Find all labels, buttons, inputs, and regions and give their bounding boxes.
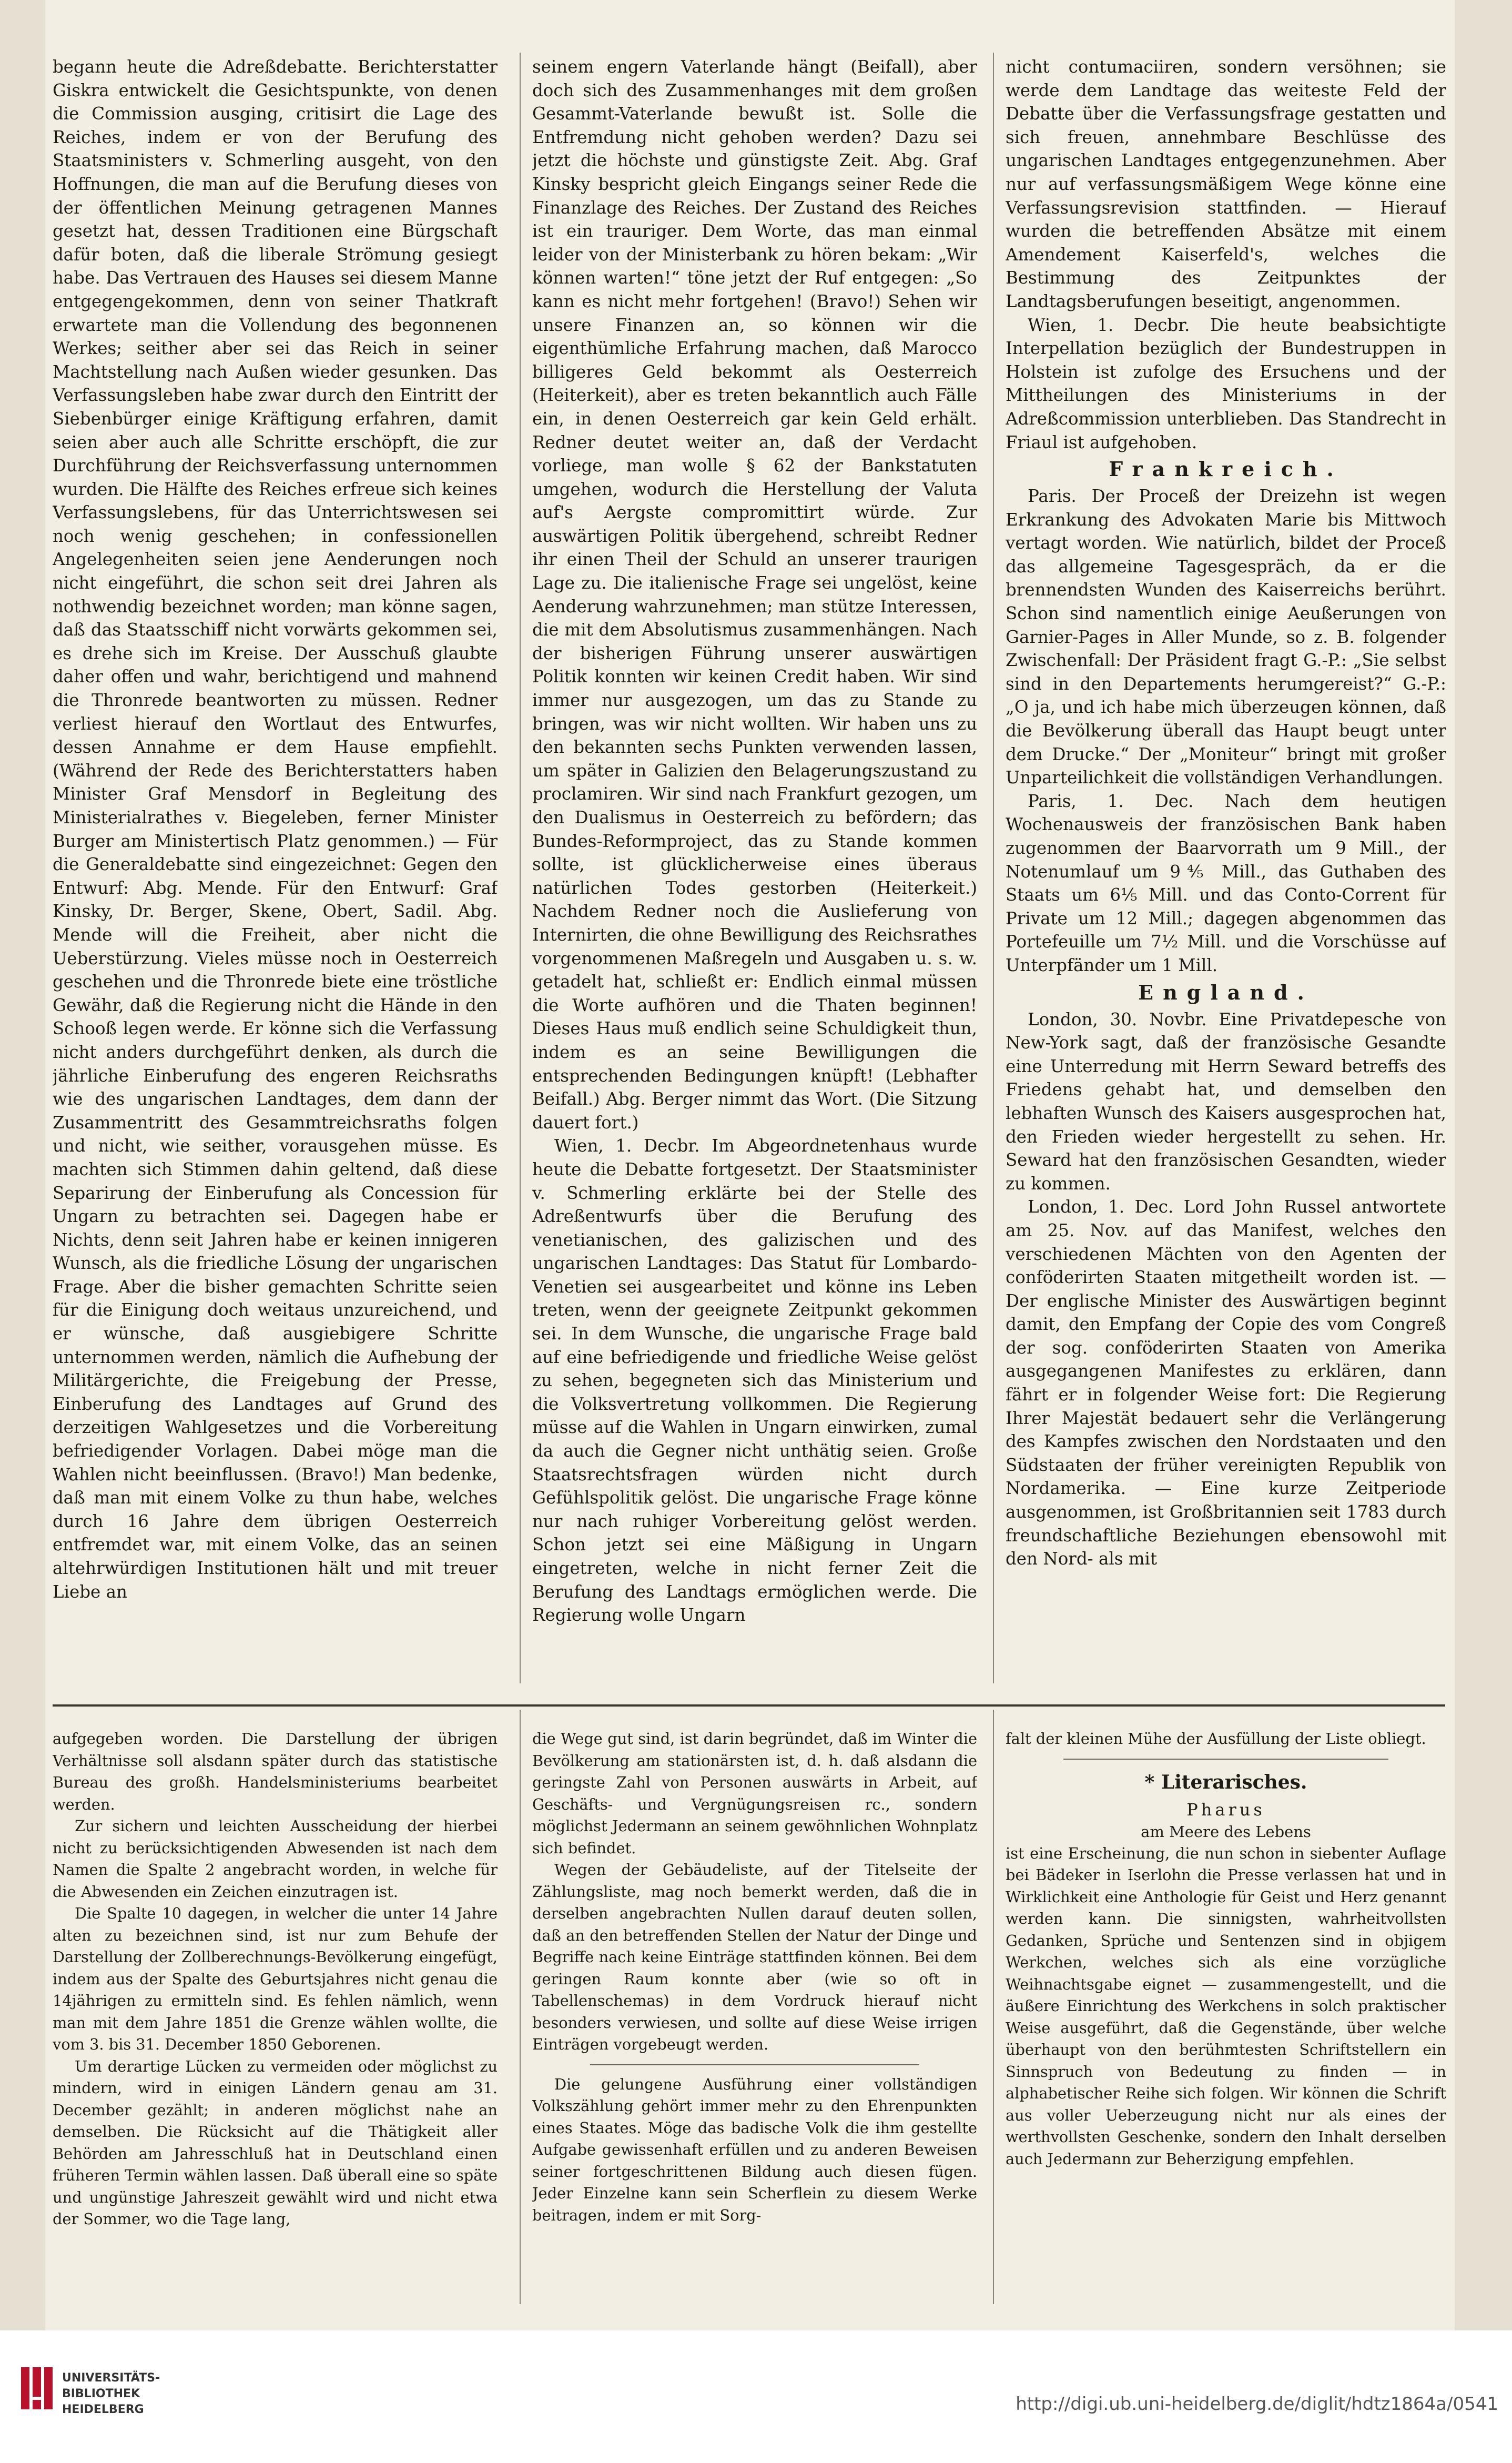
article-paragraph: Um derartige Lücken zu vermeiden oder möglichst zu mindern, wird in einigen Ländern genau am 31. December gezählt; in anderen möglichst nahe an demselben. Die Rücksicht auf die Thätigkeit aller Behörden am Jahresschluß hat in Deutschland einen früheren Termin wählen lassen. Daß überall eine so späte und ungünstige Jahreszeit gewählt wird und nicht etwa der Sommer, wo die Tage lang, xyxy=(53,2057,498,2228)
lower-column-3 xyxy=(1006,1728,1446,2317)
section-heading-frankreich: Frankreich. xyxy=(1109,457,1343,481)
library-name-line: BIBLIOTHEK xyxy=(62,2387,140,2400)
digitization-footer xyxy=(0,2330,1512,2463)
article-paragraph: Wien, 1. Decbr. Im Abgeordnetenhaus wurde heute die Debatte fortgesetzt. Der Staatsminister v. Schmerling erklärte bei der Stelle des Adreßentwurfs über die Berufung des venetianischen, des galizischen und des ungarischen Landtages: Das Statut für Lombardo-Venetien sei ausgearbeitet und könne ins Leben treten, wenn der geeignete Zeitpunkt gekommen sei. In dem Wunsche, die ungarische Frage bald auf eine befriedigende und friedliche Weise gelöst zu sehen, begegneten sich das Ministerium und die Volksvertretung vollkommen. Die Regierung müsse auf die Wahlen in Ungarn einwirken, zumal da auch die Gegner nicht unthätig seien. Große Staatsrechtsfragen würden nicht durch Gefühlspolitik gelöst. Die ungarische Frage könne nur nach ruhiger Vorbereitung gelöst werden. Schon jetzt sei eine Mäßigung in Ungarn eingetreten, welche in nicht ferner Zeit die Berufung des Landtags ermöglichen werde. Die Regierung wolle Ungarn xyxy=(532,1136,977,1626)
article-paragraph: ist eine Erscheinung, die nun schon in siebenter Auflage bei Bädeker in Iserlohn die Presse verlassen hat und in Wirklichkeit eine Anthologie für Geist und Herz genannt werden kann. Die sinnigsten, wahrheitvollsten Gedanken, Sprüche und Sentenzen sind in objigem Werkchen, welches sich als eine vorzügliche Weihnachtsgabe eignet — zusammengestellt, und die äußere Einrichtung des Werkchens in solch praktischer Weise ausgeführt, daß die Gegenstände, über welche überhaupt von den berühmtesten Schriftstellern ein Sinnspruch von Bedeutung zu finden — in alphabetischer Reihe sich folgen. Wir können die Schrift aus voller Ueberzeugung nicht nur als eines der werthvollsten Geschenke, sondern den Inhalt derselben auch Jedermann zur Beherzigung empfehlen. xyxy=(1006,1844,1446,2168)
column-1 xyxy=(53,55,498,1681)
article-paragraph: die Wege gut sind, ist darin begründet, daß im Winter die Bevölkerung am stationärsten ist, d. h. daß alsdann die geringste Zahl von Personen auswärts in Arbeit, auf Geschäfts- und Vergnügungsreisen rc., sondern möglichst Jedermann an seinem gewöhnlichen Wohnplatz sich befindet. xyxy=(532,1730,977,1857)
lower-column-2 xyxy=(532,1728,977,2317)
article-paragraph: London, 30. Novbr. Eine Privatdepesche von New-York sagt, daß der französische Gesandte eine Unterredung mit Herrn Seward betreffs des Friedens gehabt hat, und demselben den lebhaften Wunsch des Kaisers ausgesprochen hat, den Frieden wieder hergestellt zu sehen. Hr. Seward hat den französischen Gesandten, wieder zu kommen. xyxy=(1006,1009,1446,1194)
article-paragraph: aufgegeben worden. Die Darstellung der übrigen Verhältnisse soll alsdann später durch das statistische Bureau des großh. Handelsministeriums bearbeitet werden. xyxy=(53,1730,498,1813)
short-divider xyxy=(1063,1759,1388,1760)
book-title: Pharus xyxy=(1186,1799,1265,1820)
section-heading-literarisches: * Literarisches. xyxy=(1144,1771,1307,1793)
section-heading-england: England. xyxy=(1138,980,1314,1004)
article-paragraph: Paris. Der Proceß der Dreizehn ist wegen Erkrankung des Advokaten Marie bis Mittwoch vertagt worden. Wie natürlich, bildet der Proceß das allgemeine Tagesgespräch, da er die brennendsten Wunden des Kaiserreichs berührt. Schon sind namentlich einige Aeußerungen von Garnier-Pages in Aller Munde, so z. B. folgender Zwischenfall: Der Präsident fragt G.-P.: „Sie selbst sind in den Departements herumgereist?“ G.-P.: „O ja, und ich habe mich überzeugen können, daß die Bevölkerung überall das Haupt beugt unter dem Drucke.“ Der „Moniteur“ bringt mit großer Unparteilichkeit die vollständigen Verhandlungen. xyxy=(1006,486,1446,788)
library-name-line: HEIDELBERG xyxy=(62,2403,144,2416)
article-paragraph: Wien, 1. Decbr. Die heute beabsichtigte Interpellation bezüglich der Bundestruppen in Holstein ist zufolge des Ersuchens und der Mittheilungen des Ministeriums in der Adreßcommission unterblieben. Das Standrecht in Friaul ist aufgehoben. xyxy=(1006,315,1446,452)
horizontal-divider xyxy=(53,1704,1445,1707)
column-divider xyxy=(520,53,521,1683)
permalink-url[interactable]: http://digi.ub.uni-heidelberg.de/diglit/hdtz1864a/0541 xyxy=(1016,2394,1498,2415)
article-paragraph: Wegen der Gebäudeliste, auf der Titelseite der Zählungsliste, mag noch bemerkt werden, daß die in derselben angebrachten Nullen darauf deuten sollen, daß an den betreffenden Stellen der Natur der Dinge und Begriffe nach keine Einträge stattfinden können. Bei dem geringen Raum konnte aber (wie so oft in Tabellenschemas) in dem Vordruck hierauf nicht besonders verwiesen, und sollte auf diese Weise irrigen Einträgen vorgebeugt werden. xyxy=(532,1861,977,2053)
column-divider xyxy=(993,53,994,1683)
column-divider xyxy=(520,1710,521,2304)
article-paragraph: seinem engern Vaterlande hängt (Beifall), aber doch sich des Zusammenhanges mit dem großen Gesammt-Vaterlande bewußt ist. Solle die Entfremdung nicht gehoben werden? Dazu sei jetzt die höchste und günstigste Zeit. Abg. Graf Kinsky bespricht gleich Eingangs seiner Rede die Finanzlage des Reiches. Der Zustand des Reiches ist ein trauriger. Dem Worte, das man einmal leider von der Ministerbank zu hören bekam: „Wir können warten!“ töne jetzt der Ruf entgegen: „So kann es nicht mehr fortgehen! (Bravo!) Sehen wir unsere Finanzen an, so können wir die eigenthümliche Erfahrung machen, daß Marocco billigeres Geld bekommt als Oesterreich (Heiterkeit), aber es treten bekanntlich auch Fälle ein, in denen Oesterreich gar kein Geld erhält. Redner deutet weiter an, daß der Verdacht vorliege, man wolle § 62 der Bankstatuten umgehen, wodurch die Herstellung der Valuta auf's Aergste compromittirt würde. Zur auswärtigen Politik übergehend, schreibt Redner ihr einen Theil der Schuld an unserer traurigen Lage zu. Die italienische Frage sei ungelöst, keine Aenderung wahrzunehmen; man stütze Interessen, die mit dem Absolutismus zusammenhängen. Nach der bisherigen Führung unserer auswärtigen Politik konnten wir keinen Credit haben. Wir sind immer nur ausgezogen, um das zu Stande zu bringen, was wir nicht wollten. Wir haben uns zu den bekannten sechs Punkten verwenden lassen, um später in Galizien den Belagerungszustand zu proclamiren. Wir sind nach Frankfurt gezogen, um den Dualismus in Oesterreich zu befördern; das Bundes-Reformproject, das zu Stande kommen sollte, ist glücklicherweise eines überaus natürlichen Todes gestorben (Heiterkeit.) Nachdem Redner noch die Auslieferung von Internirten, die ohne Bewilligung des Reichsrathes vorgenommenen Maßregeln und Ausgaben u. s. w. getadelt hat, schließt er: Endlich einmal müssen die Worte aufhören und die Thaten beginnen! Dieses Haus muß endlich seine Schuldigkeit thun, indem es an seine Bewilligungen die entsprechenden Bedingungen knüpft! (Lebhafter Beifall.) Abg. Berger nimmt das Wort. (Die Sitzung dauert fort.) xyxy=(532,57,977,1133)
article-paragraph: Paris, 1. Dec. Nach dem heutigen Wochenausweis der französischen Bank haben zugenommen der Baarvorrath um 9 Mill., der Notenumlauf um 9⅘ Mill., das Guthaben des Staats um 6⅕ Mill. und das Conto-Corrent für Private um 12 Mill.; dagegen abgenommen das Portefeuille um 7½ Mill. und die Vorschüsse auf Unterpfänder um 1 Mill. xyxy=(1006,791,1446,975)
article-paragraph: Die gelungene Ausführung einer vollständigen Volkszählung gehört immer mehr zu den Ehrenpunkten eines Staates. Möge das badische Volk die ihm gestellte Aufgabe gewissenhaft erfüllen und zu anderen Beweisen seiner fortgeschrittenen Bildung auch diesen fügen. Jeder Einzelne kann sein Scherflein zu diesem Werke beitragen, indem er mit Sorg- xyxy=(532,2075,977,2224)
book-subtitle: am Meere des Lebens xyxy=(1141,1822,1311,1841)
library-logo-icon xyxy=(21,2367,53,2409)
lower-column-1 xyxy=(53,1728,498,2317)
column-2 xyxy=(532,55,977,1681)
article-paragraph: nicht contumaciiren, sondern versöhnen; sie werde dem Landtage das weiteste Feld der Debatte über die Verfassungsfrage gestatten und sich freuen, annehmbare Beschlüsse des ungarischen Landtages entgegenzunehmen. Aber nur auf verfassungsmäßigem Wege könne eine Verfassungsrevision stattfinden. — Hierauf wurden die betreffenden Absätze mit einem Amendement Kaiserfeld's, welches die Bestimmung des Zeitpunktes der Landtagsberufungen beseitigt, angenommen. xyxy=(1006,57,1446,311)
article-paragraph: Zur sichern und leichten Ausscheidung der hierbei nicht zu berücksichtigenden Abwesenden ist nach dem Namen die Spalte 2 angebracht worden, in welche für die Abwesenden ein Zeichen einzutragen ist. xyxy=(53,1817,498,1901)
column-divider xyxy=(993,1710,994,2304)
library-name xyxy=(62,2370,160,2418)
library-name-line: UNIVERSITÄTS- xyxy=(62,2371,160,2385)
short-divider xyxy=(590,2064,919,2065)
article-paragraph: Die Spalte 10 dagegen, in welcher die unter 14 Jahre alten zu bezeichnen sind, ist nur zum Behufe der Darstellung der Zollberechnungs-Bevölkerung eingefügt, indem aus der Spalte des Geburtsjahres nicht genau die 14jährigen zu ermitteln sind. Es fehlen nämlich, wenn man mit dem Jahre 1851 die Grenze wählen wollte, die vom 3. bis 31. December 1850 Geborenen. xyxy=(53,1904,498,2053)
article-paragraph: begann heute die Adreßdebatte. Berichterstatter Giskra entwickelt die Gesichtspunkte, von denen die Commission ausging, critisirt die Lage des Reiches, indem er von der Berufung des Staatsministers v. Schmerling ausgeht, von den Hoffnungen, die man auf die Berufung dieses von der öffentlichen Meinung getragenen Mannes gesetzt hat, dessen Traditionen eine Bürgschaft dafür boten, daß die liberale Strömung gesiegt habe. Das Vertrauen des Hauses sei diesem Manne entgegengekommen, denn von seiner Thatkraft erwartete man die Vollendung des begonnenen Werkes; seither aber sei das Reich in seiner Machtstellung nach Außen wieder gesunken. Das Verfassungsleben habe zwar durch den Eintritt der Siebenbürger einige Kräftigung erfahren, damit seien aber auch alle Schritte erschöpft, die zur Durchführung der Reichsverfassung unternommen wurden. Die Hälfte des Reiches erfreue sich keines Verfassungslebens, für das Unterrichtswesen sei noch wenig geschehen; in confessionellen Angelegenheiten seien jene Aenderungen noch nicht eingeführt, die schon seit drei Jahren als nothwendig bezeichnet worden; man könne sagen, daß das Staatsschiff nicht vorwärts gekommen sei, es drehe sich im Kreise. Der Ausschuß glaubte daher offen und wahr, berichtigend und mahnend die Thronrede beantworten zu müssen. Redner verliest hierauf den Wortlaut des Entwurfes, dessen Annahme er dem Hause empfiehlt. (Während der Rede des Berichterstatters haben Minister Graf Mensdorf in Begleitung des Ministerialrathes v. Biegeleben, ferner Minister Burger am Ministertisch Platz genommen.) — Für die Generaldebatte sind eingezeichnet: Gegen den Entwurf: Abg. Mende. Für den Entwurf: Graf Kinsky, Dr. Berger, Skene, Obert, Sadil. Abg. Mende will die Freiheit, aber nicht die Ueberstürzung. Vieles müsse noch in Oesterreich geschehen und die Thronrede biete eine tröstliche Gewähr, daß die Regierung nicht die Hände in den Schooß legen werde. Er könne sich die Verfassung nicht anders durchgeführt denken, als durch die jährliche Einberufung des engeren Reichsraths wie des ungarischen Landtages, dem dann der Zusammentritt des Gesammtreichsraths folgen und nicht, wie seither, vorausgehen müsse. Es machten sich Stimmen dahin geltend, daß diese Separirung der Einberufung als Concession für Ungarn zu betrachten sei. Dagegen habe er Nichts, denn seit Jahren habe er keinen innigeren Wunsch, als die friedliche Lösung der ungarischen Frage. Aber die bisher gemachten Schritte seien für die Einigung doch weitaus unzureichend, und er wünsche, daß ausgiebigere Schritte unternommen werden, nämlich die Aufhebung der Militärgerichte, die Freigebung der Presse, Einberufung des Landtages auf Grund des derzeitigen Wahlgesetzes und die Vorbereitung befriedigender Vorlagen. Dabei möge man die Wahlen nicht beeinflussen. (Bravo!) Man bedenke, daß man mit einem Volke zu thun habe, welches durch 16 Jahre dem übrigen Oesterreich entfremdet war, mit einem Volke, das an seinen altehrwürdigen Institutionen hält und mit treuer Liebe an xyxy=(53,57,498,1602)
article-paragraph: falt der kleinen Mühe der Ausfüllung der Liste obliegt. xyxy=(1006,1730,1426,1748)
column-3 xyxy=(1006,55,1446,1681)
newspaper-page xyxy=(45,0,1455,2330)
article-paragraph: London, 1. Dec. Lord John Russel antwortete am 25. Nov. auf das Manifest, welches den verschiedenen Mächten von den Agenten der conföderirten Staaten mitgetheilt worden ist. — Der englische Minister des Auswärtigen beginnt damit, den Empfang der Copie des vom Congreß der sog. conföderirten Staaten von Amerika ausgegangenen Manifestes zu erklären, dann fährt er in folgender Weise fort: Die Regierung Ihrer Majestät bedauert sehr die Verlängerung des Kampfes zwischen den Nordstaaten und den Südstaaten der früher vereinigten Republik von Nordamerika. — Eine kurze Zeitperiode ausgenommen, ist Großbritannien seit 1783 durch freundschaftliche Beziehungen ebensowohl mit den Nord- als mit xyxy=(1006,1197,1446,1569)
